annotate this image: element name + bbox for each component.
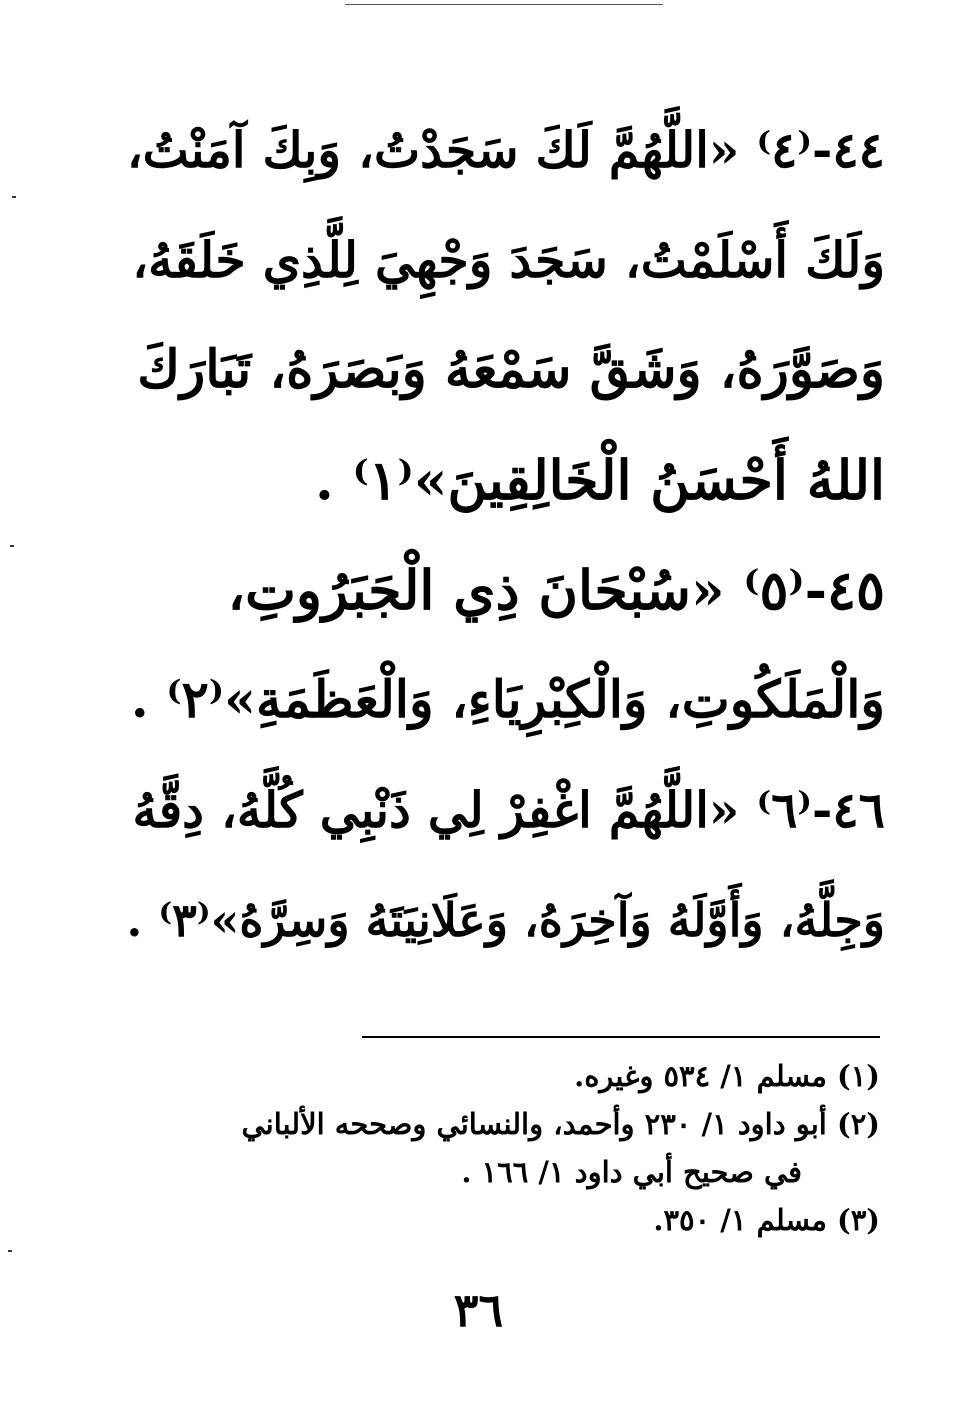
scan-speck [10,545,14,547]
text-line: وَجِلَّهُ، وَأَوَّلَهُ وَآخِرَهُ، وَعَلَانِيَتَهُ وَسِرَّهُ»⁽٣⁾ . [126,893,885,947]
main-text-block [125,95,885,975]
footnote-separator [362,1036,880,1038]
footnote-2: (٢) أبو داود ١/ ٢٣٠ وأحمد، والنسائي وصححه الألباني [241,1107,880,1141]
scan-speck [8,1250,12,1252]
text-line-dua-44: ٤٤-⁽٤⁾ «اللَّهُمَّ لَكَ سَجَدْتُ، وَبِكَ آمَنْتُ، [126,121,885,179]
text-line: وَصَوَّرَهُ، وَشَقَّ سَمْعَهُ وَبَصَرَهُ، تَبَارَكَ [137,339,885,400]
text-line-dua-46: ٤٦-⁽٦⁾ «اللَّهُمَّ اغْفِرْ لِي ذَنْبِي كُلَّهُ، دِقَّهُ [132,781,885,839]
footnote-3: (٣) مسلم ١/ ٣٥٠. [653,1203,880,1237]
top-rule [345,4,663,5]
footnote-1: (١) مسلم ١/ ٥٣٤ وغيره. [574,1059,880,1093]
text-line: اللهُ أَحْسَنُ الْخَالِقِينَ»⁽١⁾ . [314,448,885,512]
scan-speck [12,196,16,198]
text-line: وَلَكَ أَسْلَمْتُ، سَجَدَ وَجْهِيَ لِلَّذِي خَلَقَهُ، [132,231,885,289]
footnote-2-continuation: في صحيح أبي داود ١/ ١٦٦ . [461,1155,802,1189]
text-line-dua-45: ٤٥-⁽٥⁾ «سُبْحَانَ ذِي الْجَبَرُوتِ، [227,558,885,622]
page-number: ٣٦ [453,1283,504,1337]
text-line: وَالْمَلَكُوتِ، وَالْكِبْرِيَاءِ، وَالْعَظَمَةِ»⁽٢⁾ . [130,670,885,730]
footnotes-block [125,1052,880,1244]
